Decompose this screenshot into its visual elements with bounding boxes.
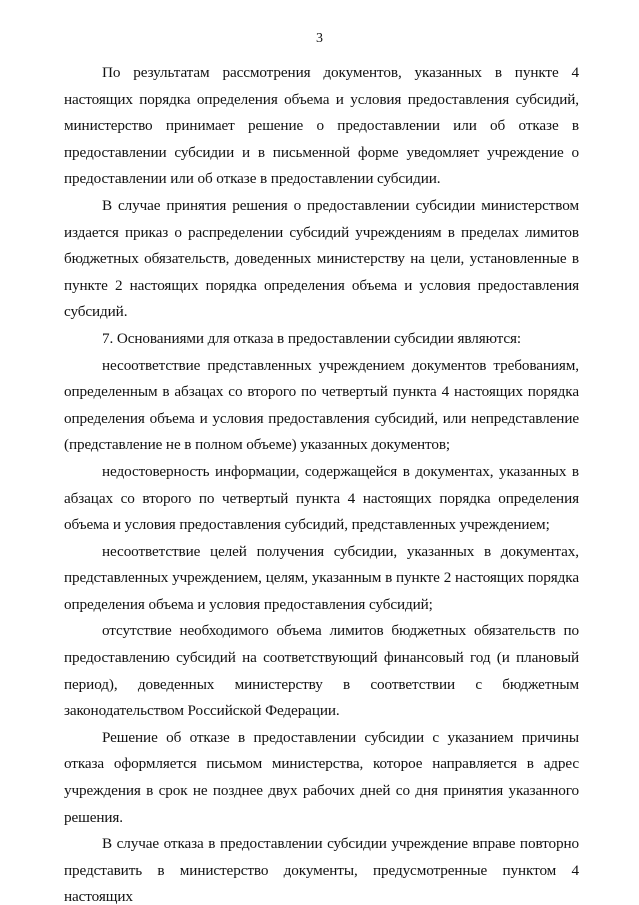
paragraph-ground-inaccuracy: недостоверность информации, содержащейся в документах, указанных в абзацах со второго по четвертый пункта 4 настоящих порядка определения объема и условия предоставления субсидий, представленных учреждением; <box>64 462 579 534</box>
paragraph-ground-purpose-mismatch: несоответствие целей получения субсидии, указанных в документах, представленных учреждением, целям, указанным в пункте 2 настоящих порядка определения объема и условия предоставления субсидий; <box>64 542 579 613</box>
page-number: 3 <box>316 31 323 46</box>
document-body <box>64 60 579 905</box>
paragraph-review-results: По результатам рассмотрения документов, указанных в пункте 4 настоящих порядка определения объема и условия предоставления субсидий, министерство принимает решение о предоставлении или об отказе в предоставлении субсидии и в письменной форме уведомляет учреждение о предоставлении или об отказе в предоставлении субсидии. <box>64 64 579 188</box>
paragraph-distribution-order: В случае принятия решения о предоставлении субсидии министерством издается приказ о распределении субсидий учреждениям в пределах лимитов бюджетных обязательств, доведенных министерству на цели, установленные в пункте 2 настоящих порядка определения объема и условия предоставления субсидий. <box>64 196 579 321</box>
paragraph-ground-nonconformity: несоответствие представленных учреждением документов требованиям, определенным в абзацах со второго по четвертый пункта 4 настоящих порядка определения объема и условия предоставления субсидий, или непредставление (представление не в полном объеме) указанных документов; <box>64 356 579 454</box>
paragraph-refusal-letter: Решение об отказе в предоставлении субсидии с указанием причины отказа оформляется письмом министерства, которое направляется в адрес учреждения в срок не позднее двух рабочих дней со дня принятия указанного решения. <box>64 728 579 826</box>
paragraph-resubmission: В случае отказа в предоставлении субсидии учреждение вправе повторно представить в министерство документы, предусмотренные пунктом 4 настоящих <box>64 835 579 905</box>
paragraph-ground-budget-limits: отсутствие необходимого объема лимитов бюджетных обязательств по предоставлению субсидий на соответствующий финансовый год (и плановый период), доведенных министерству в соответствии с бюджетным законодательством Российской Федерации. <box>64 622 579 720</box>
paragraph-refusal-grounds-heading: 7. Основаниями для отказа в предоставлении субсидии являются: <box>102 329 522 347</box>
